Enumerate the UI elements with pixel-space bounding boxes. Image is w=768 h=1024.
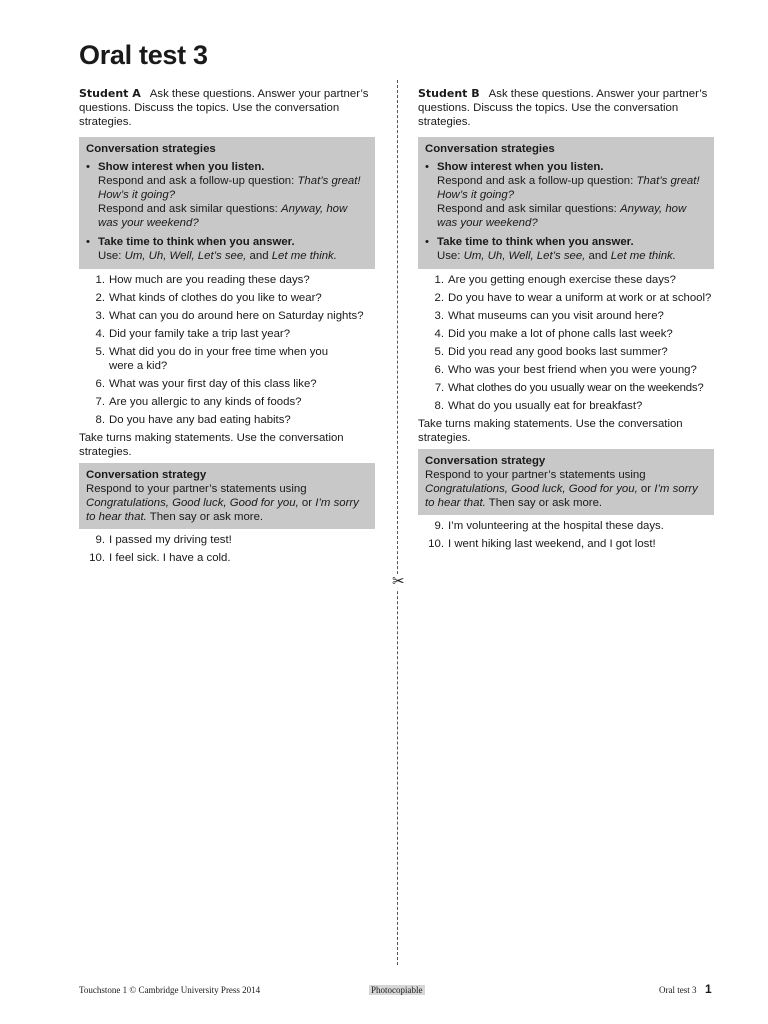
bullet-icon: • (86, 236, 90, 248)
question-text: What kinds of clothes do you like to wear? (109, 292, 322, 304)
cut-line-divider (397, 80, 398, 965)
strategy-text: Respond to your partner’s statements using (425, 469, 646, 481)
strategy-description (425, 468, 707, 510)
strategy-line (437, 174, 707, 202)
question-item (79, 327, 375, 341)
strategy-item-think (86, 235, 368, 263)
strategy-text: Then say or ask more. (485, 497, 603, 509)
statement-number: 9. (95, 534, 105, 546)
question-text: Do you have to wear a uniform at work or at school? (448, 292, 712, 304)
student-b-questions (418, 273, 714, 413)
question-item (418, 291, 714, 305)
question-item (79, 291, 375, 305)
student-a-statements (79, 533, 375, 565)
question-number: 1. (95, 274, 105, 286)
strategy-heading: Show interest when you listen. (437, 161, 604, 173)
student-a-strategies-box (79, 137, 375, 269)
strategies-title: Conversation strategies (86, 143, 216, 155)
statement-text: I passed my driving test! (109, 534, 232, 546)
strategy-title: Conversation strategy (425, 455, 546, 467)
student-a-instructions: Ask these questions. Answer your partner’s questions. Discuss the topics. Use the conversation strategies. (79, 88, 369, 128)
student-b-column (418, 87, 714, 555)
strategy-example: Let me think. (610, 250, 676, 262)
statement-text: I went hiking last weekend, and I got lost! (448, 538, 656, 550)
question-number: 5. (434, 346, 444, 358)
strategy-title: Conversation strategy (86, 469, 207, 481)
strategy-example: Congratulations, Good luck, Good for you, (86, 497, 299, 509)
footer-copyright: Touchstone 1 © Cambridge University Press 2014 (79, 985, 261, 995)
strategy-example: Anyway, how was your weekend? (437, 203, 687, 229)
strategy-line (98, 202, 368, 230)
bullet-icon: • (425, 161, 429, 173)
strategy-text: Respond and ask similar questions: (98, 203, 281, 215)
question-item (418, 309, 714, 323)
question-text: What was your first day of this class like? (109, 378, 317, 390)
strategy-text: or (298, 497, 316, 509)
statement-item (418, 537, 714, 551)
question-number: 3. (95, 310, 105, 322)
strategy-example: Anyway, how was your weekend? (98, 203, 348, 229)
strategy-example: Um, Uh, Well, Let’s see, (463, 250, 586, 262)
statement-item (418, 519, 714, 533)
strategy-line (98, 174, 368, 202)
statement-item (79, 551, 375, 565)
question-item (79, 273, 375, 287)
strategy-line (437, 202, 707, 230)
strategy-heading: Show interest when you listen. (98, 161, 265, 173)
question-item (79, 345, 375, 373)
statement-text: I feel sick. I have a cold. (109, 552, 231, 564)
student-a-column (79, 87, 375, 569)
question-text: How much are you reading these days? (109, 274, 310, 286)
question-item (418, 363, 714, 377)
question-number: 4. (434, 328, 444, 340)
question-item (79, 377, 375, 391)
strategy-text: Respond and ask similar questions: (437, 203, 620, 215)
strategy-item-think (425, 235, 707, 263)
strategy-example: I’m sorry to hear that. (86, 497, 359, 523)
statement-number: 9. (434, 520, 444, 532)
question-number: 1. (434, 274, 444, 286)
strategy-text: Use: (98, 250, 125, 262)
question-text: What did you do in your free time when you were a kid? (109, 346, 329, 372)
strategy-example: Congratulations, Good luck, Good for you, (425, 483, 638, 495)
question-text: What museums can you visit around here? (448, 310, 664, 322)
page-number: 1 (705, 982, 712, 996)
footer-photocopiable: Photocopiable (371, 985, 423, 995)
statement-item (79, 533, 375, 547)
strategy-example: Let me think. (271, 250, 337, 262)
student-a-label: Student A (79, 87, 141, 100)
footer-section: Oral test 3 (659, 985, 697, 995)
scissors-icon: ✂ (392, 573, 405, 590)
page-title: Oral test 3 (79, 40, 208, 70)
statement-number: 10. (428, 538, 444, 550)
strategy-text: Then say or ask more. (146, 511, 264, 523)
question-number: 8. (434, 400, 444, 412)
strategy-example: That’s great! How’s it going? (98, 175, 361, 201)
strategies-list (425, 160, 707, 263)
strategy-text: Respond and ask a follow-up question: (98, 175, 298, 187)
strategy-example: I’m sorry to hear that. (425, 483, 698, 509)
question-number: 5. (95, 346, 105, 358)
strategy-item-listen (86, 160, 368, 230)
strategy-line (98, 249, 368, 263)
student-b-strategies-box (418, 137, 714, 269)
student-b-intro (418, 87, 714, 129)
question-number: 6. (95, 378, 105, 390)
turns-instructions: Take turns making statements. Use the conversation strategies. (418, 418, 683, 444)
question-text: Who was your best friend when you were young? (448, 364, 697, 376)
question-number: 6. (434, 364, 444, 376)
question-text: Are you getting enough exercise these days? (448, 274, 676, 286)
strategy-heading: Take time to think when you answer. (437, 236, 634, 248)
question-number: 7. (95, 396, 105, 408)
question-text: What do you usually eat for breakfast? (448, 400, 643, 412)
statement-text: I’m volunteering at the hospital these days. (448, 520, 664, 532)
question-text: What clothes do you usually wear on the weekends? (448, 382, 704, 394)
strategies-title: Conversation strategies (425, 143, 555, 155)
question-number: 3. (434, 310, 444, 322)
question-text: Did your family take a trip last year? (109, 328, 291, 340)
question-number: 2. (434, 292, 444, 304)
statement-number: 10. (89, 552, 105, 564)
question-text: Did you make a lot of phone calls last week? (448, 328, 673, 340)
bullet-icon: • (86, 161, 90, 173)
strategy-item-listen (425, 160, 707, 230)
question-text: What can you do around here on Saturday nights? (109, 310, 364, 322)
question-item (79, 309, 375, 323)
strategy-text: Use: (437, 250, 464, 262)
question-item (418, 399, 714, 413)
question-item (79, 395, 375, 409)
student-a-questions (79, 273, 375, 427)
strategy-text: Respond to your partner’s statements using (86, 483, 307, 495)
strategy-heading: Take time to think when you answer. (98, 236, 295, 248)
student-b-statements (418, 519, 714, 551)
bullet-icon: • (425, 236, 429, 248)
strategy-example: Um, Uh, Well, Let’s see, (124, 250, 247, 262)
strategy-line (437, 249, 707, 263)
question-number: 8. (95, 414, 105, 426)
student-b-strategy-box (418, 449, 714, 515)
student-b-instructions: Ask these questions. Answer your partner’s questions. Discuss the topics. Use the conversation strategies. (418, 88, 708, 128)
question-text: Did you read any good books last summer? (448, 346, 668, 358)
question-item (418, 345, 714, 359)
question-text: Do you have any bad eating habits? (109, 414, 291, 426)
student-a-strategy-box (79, 463, 375, 529)
question-number: 7. (434, 382, 444, 394)
question-item (418, 381, 714, 395)
strategy-text: and (246, 250, 272, 262)
student-a-intro (79, 87, 375, 129)
strategy-example: That’s great! How’s it going? (437, 175, 700, 201)
strategy-text: or (637, 483, 655, 495)
strategy-text: and (585, 250, 611, 262)
question-text: Are you allergic to any kinds of foods? (109, 396, 302, 408)
question-number: 4. (95, 328, 105, 340)
question-item (418, 273, 714, 287)
question-number: 2. (95, 292, 105, 304)
question-item (418, 327, 714, 341)
strategy-description (86, 482, 368, 524)
student-b-label: Student B (418, 87, 480, 100)
strategies-list (86, 160, 368, 263)
strategy-text: Respond and ask a follow-up question: (437, 175, 637, 187)
question-item (79, 413, 375, 427)
turns-instructions: Take turns making statements. Use the conversation strategies. (79, 432, 344, 458)
